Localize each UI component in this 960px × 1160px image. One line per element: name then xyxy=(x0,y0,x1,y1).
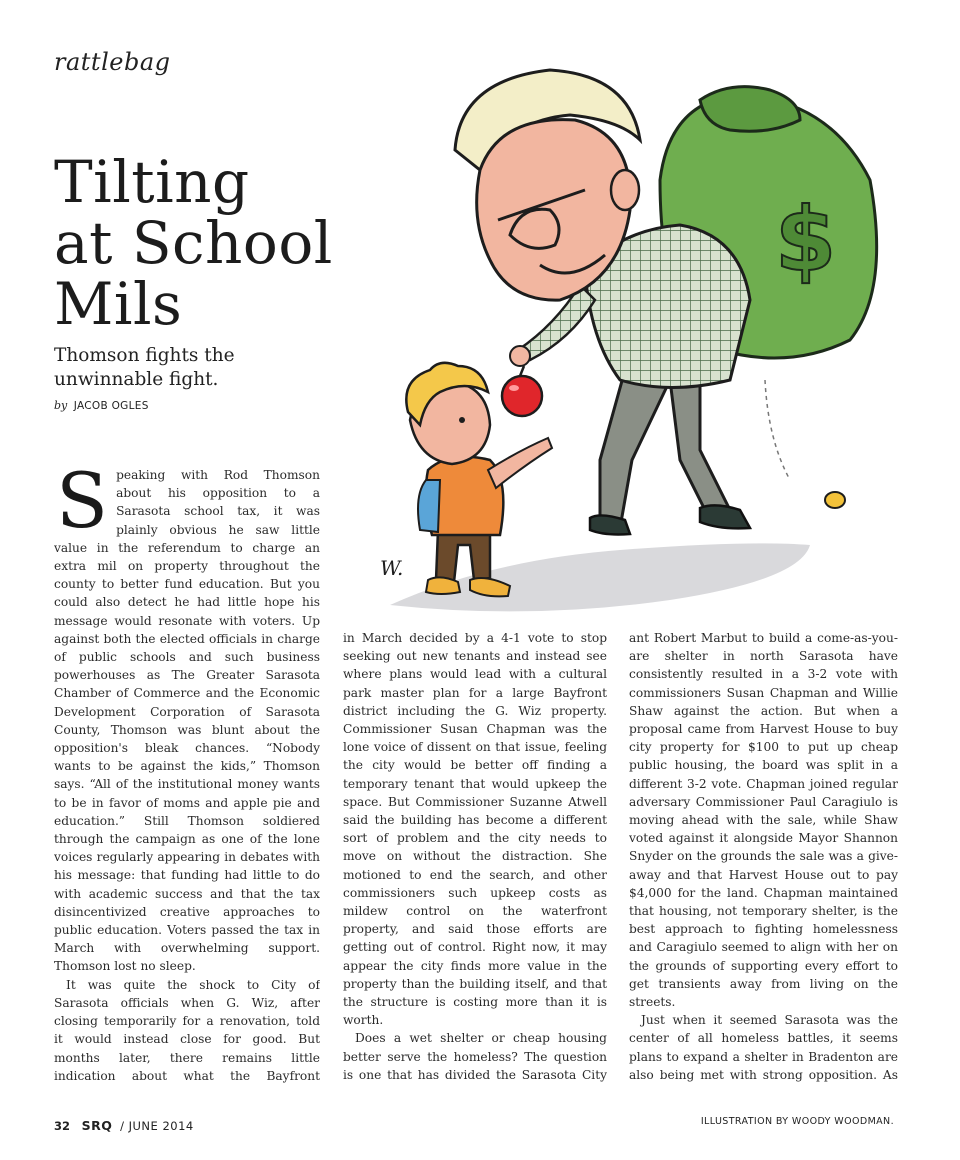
man-shoe-left xyxy=(590,515,630,534)
article-column-2 xyxy=(343,629,607,1086)
magazine-name: SRQ xyxy=(81,1118,113,1133)
headline-line: Tilting xyxy=(54,148,250,216)
section-label: rattlebag xyxy=(54,48,171,76)
paragraph: Just when it seemed Sarasota was the center of all homeless battles, it seems plans to expand a shelter in Bradenton are also being met with strong opposition. As xyxy=(629,1013,898,1082)
page-number: 32 xyxy=(54,1119,71,1133)
paragraph-text: peaking with Rod Thomson about his opposition to a Sarasota school tax, it was plainly obvious he saw little value in the referendum to charge an extra mil on property throughout the county to better fund education. But you could also detect he had little hope his message would resonate with voters. Up against both the elected officials in charge of public schools and such business powerhouses as The Greater Sarasota Chamber of Commerce and the Economic Development Corporation of Sarasota County, Thomson was blunt about the opposition's bleak chances. “Nobody wants to be against the kids,” Thomson says. “All of the institutional money wants to be in favor of moms and apple pie and education.” Still Thomson soldiered through the campaign as one of the lone voices regularly appearing in debates with his message: that funding had little to do with academic success and that the tax disincentivized creative approaches to public education. Voters passed the tax in March with overwhelming support. Thomson lost no sleep. xyxy=(54,468,320,974)
byline-prefix: by xyxy=(54,399,68,412)
article-column-1 xyxy=(54,466,320,1086)
child-arm xyxy=(488,438,552,488)
paragraph: It was quite the shock to City of Sarasota officials when G. Wiz, after closing temporarily for a renovation, told it would instead close for good. But months later, there remains little indication about what the Bayfront xyxy=(54,977,320,1083)
folio xyxy=(54,1118,194,1133)
man-ear xyxy=(611,170,639,210)
deck: Thomson fights the unwinnable fight. xyxy=(54,345,235,390)
man-shoe-right xyxy=(700,505,750,528)
byline-author: JACOB OGLES xyxy=(73,400,149,412)
paragraph: in March decided by a 4-1 vote to stop seeking out new tenants and instead see where plans would lead with a cultural park master plan for a large Bayfront district including the G. Wiz property. Commissioner Susan Chapman was the lone voice of dissent on that issue, feeling the city would be better off finding a temporary tenant that would upkeep the space. But Commissioner Suzanne Atwell said the building has become a different sort of problem and the city needs to move on without the distraction. She motioned to end the search, and other commissioners such upkeep costs as mildew control on the waterfront property, and said those efforts are getting out of control. Right now, it may appear the city finds more value in the property than the building itself, and that the structure is costing more than it is worth. xyxy=(343,631,607,1028)
headline-line: at School xyxy=(54,209,333,277)
paragraph: ant Robert Marbut to build a come-as-you-are shelter in north Sarasota have consistently resulted in a 3-2 vote with commissioners Susan Chapman and Willie Shaw against the action. But when a proposal came from Harvest House to buy city property for $100 to put up cheap public housing, the board was split in a different 3-2 vote. Chapman joined regular adversary Commissioner Paul Caragiulo is moving ahead with the sale, while Shaw voted against it alongside Mayor Shannon Snyder on the grounds the sale was a give-away and that Harvest House out to pay $4,000 for the land. Chapman maintained that housing, not temporary shelter, is the best approach to fighting homelessness and Caragiulo seemed to align with her on the grounds of supporting every effort to get transients away from living on the streets. xyxy=(629,631,898,1010)
issue-date: / JUNE 2014 xyxy=(120,1119,194,1133)
editorial-illustration xyxy=(370,40,910,620)
article-column-3 xyxy=(629,629,898,1086)
paragraph xyxy=(54,466,320,976)
byline xyxy=(54,399,149,412)
artist-signature: W. xyxy=(380,556,404,580)
headline xyxy=(54,148,354,338)
child-legs xyxy=(436,530,490,582)
man-hand xyxy=(510,346,530,366)
coin-icon xyxy=(825,492,845,508)
illustration-credit: ILLUSTRATION BY WOODY WOODMAN. xyxy=(700,1116,894,1127)
svg-text:$: $ xyxy=(775,188,837,291)
apple-icon xyxy=(502,376,542,416)
headline-line: Mils xyxy=(54,270,183,338)
child-backpack xyxy=(418,480,440,532)
dropcap: S xyxy=(56,466,109,545)
paragraph: Does a wet shelter or cheap housing better serve the homeless? The question is one that has divided the Sarasota City xyxy=(343,1031,607,1082)
